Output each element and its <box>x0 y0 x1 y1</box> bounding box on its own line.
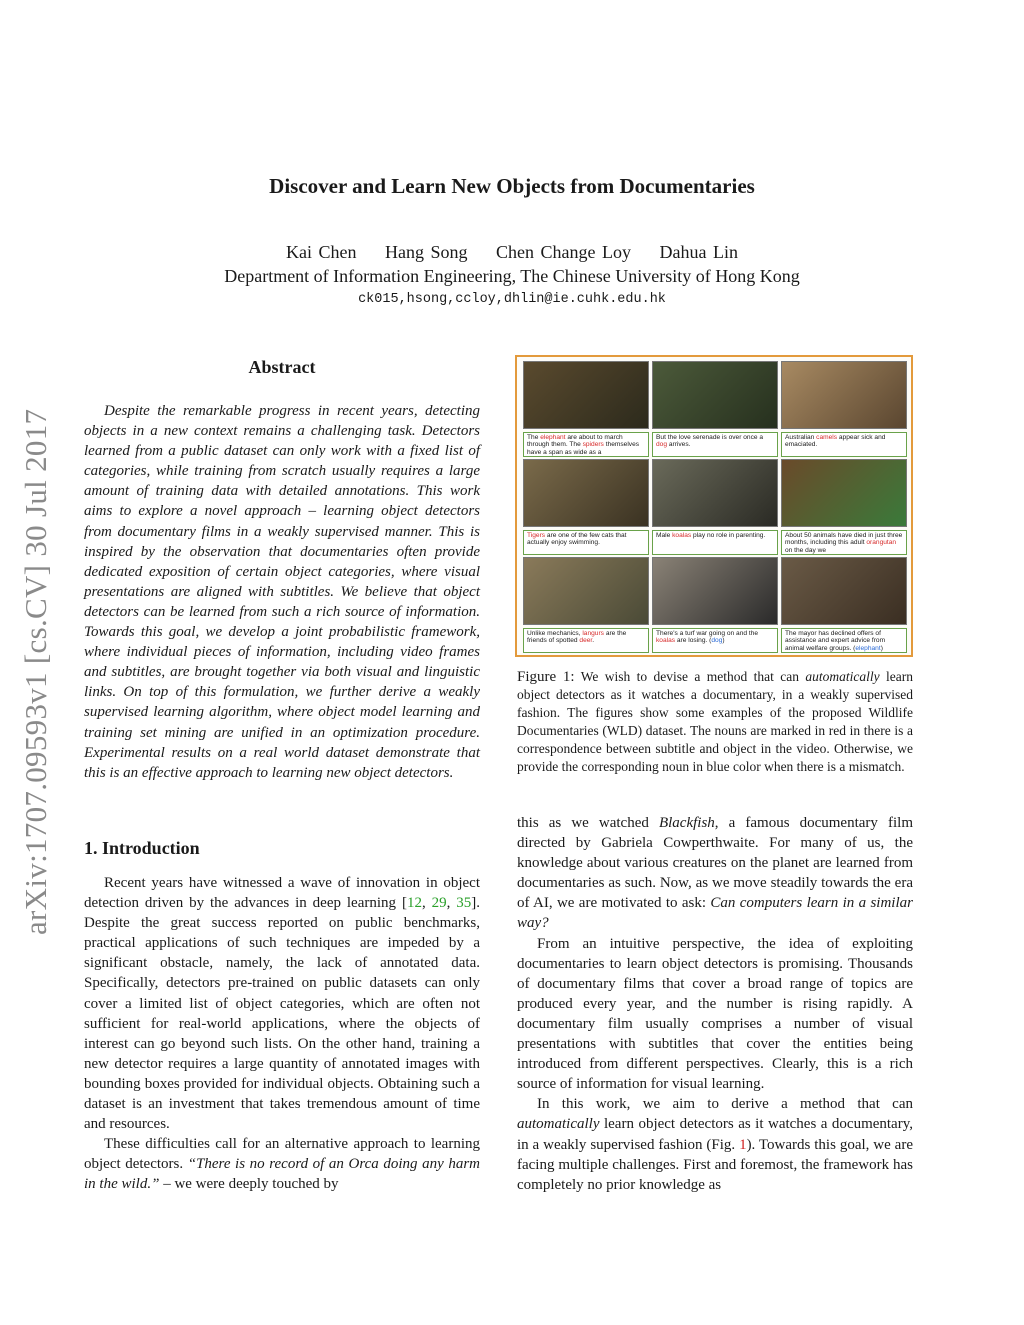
subtitle-text: are one of the few cats that actually enjoy swimming. <box>527 532 627 547</box>
text-run: Recent years have witnessed a wave of innovation in object detection driven by the advances in deep learning [ <box>84 875 480 912</box>
author-emails: ck015,hsong,ccloy,dhlin@ie.cuhk.edu.hk <box>358 292 666 307</box>
subtitle-caption <box>523 628 649 653</box>
figure-panel <box>523 459 649 553</box>
subtitle-noun: koalas <box>672 532 692 539</box>
subtitle-caption <box>523 432 649 457</box>
text-run: learn object detectors as it watches a documentary, in a weakly supervised fashion (Fig. <box>517 1116 913 1153</box>
figure-panel <box>523 557 649 651</box>
research-question: Can computers learn in a similar way? <box>517 895 913 932</box>
subtitle-text: Australian <box>785 434 817 441</box>
subtitle-text: play no role in parenting. <box>691 532 766 539</box>
video-frame-image <box>523 361 649 429</box>
film-title: Blackfish <box>658 815 715 831</box>
subtitle-text: The <box>527 434 541 441</box>
intro-paragraph-5 <box>517 1094 913 1194</box>
subtitle-noun: camels <box>816 434 838 441</box>
author-name: Dahua Lin <box>659 242 738 262</box>
video-frame-image <box>652 557 778 625</box>
citation-link[interactable]: 29 <box>431 895 447 912</box>
text-run: ). Towards this goal, we are facing multiple challenges. First and foremost, the framework has completely no prior knowledge as <box>517 1136 913 1193</box>
figure-label: Figure 1: <box>517 669 575 685</box>
citation-link[interactable]: 35 <box>456 895 472 912</box>
video-frame-image <box>781 557 907 625</box>
figure-panel <box>781 361 907 455</box>
text-run: ]. Despite the great success reported on public benchmarks, practical applications of such techniques are impeded by a significant obstacle, namely, the lack of annotated data. Specifically, detectors pre-trained on public datasets can only cover a limited list of object categories, which are often not sufficient for real-world applications, where the objects of interest can go beyond such lists. On the other hand, training a new detector requires a large quantity of annotated images with bounding boxes provided for individual objects. Obtaining such a dataset is an investment that takes tremendous amount of time and resources. <box>84 895 481 1133</box>
abstract-text: Despite the remarkable progress in recent years, detecting objects in a new context remains a challenging task. Detectors learned from a public dataset can only work with a fixed list of categories, while training from scratch usually requires a large amount of training data with detailed annotations. This work aims to explore a novel approach – learning object detectors from documentary films in a weakly supervised manner. This is inspired by the observation that documentaries often provide dedicated exposition of certain object categories, where visual presentations are aligned with subtitles. We believe that object detectors can be learned from such a rich source of information. Towards this goal, we develop a joint probabilistic framework, where individual pieces of information, including video frames and subtitles, are brought together via both visual and linguistic links. On top of this formulation, we further derive a weakly supervised learning algorithm, where object model learning and training set mining are unified in an optimization procedure. Experimental results on a real world dataset demonstrate that this is an effective approach to learning new object detectors. <box>84 403 480 781</box>
text-run: , <box>421 895 432 912</box>
author-name: Kai Chen <box>286 242 357 262</box>
subtitle-caption <box>652 530 778 555</box>
figure-panel <box>781 459 907 553</box>
subtitle-text: ) <box>722 637 725 645</box>
text-run: In this work, we aim to derive a method that can <box>537 1096 913 1113</box>
subtitle-text: are losing. ( <box>675 637 712 645</box>
figure-panel <box>652 459 778 553</box>
author-name: Hang Song <box>385 242 468 262</box>
subtitle-noun: dog <box>656 441 668 449</box>
paper-title: Discover and Learn New Objects from Documentaries <box>269 174 755 198</box>
subtitle-noun: spiders <box>582 441 604 449</box>
subtitle-caption <box>781 530 907 555</box>
abstract-heading: Abstract <box>248 357 316 377</box>
author-list <box>0 242 1024 263</box>
intro-paragraph-4: From an intuitive perspective, the idea of exploiting documentaries to learn object detectors is promising. Thousands of documentary films that cover a broad range of topics are produced every year, and the number is rising rapidly. A documentary film usually comprises a number of visual presentations with subtitles that cover the entities being introduced from different perspectives. Clearly, this is a rich source of information for visual learning. <box>517 935 913 1093</box>
subtitle-noun: deer <box>579 637 593 645</box>
intro-paragraph-2 <box>84 1134 480 1194</box>
video-frame-image <box>781 459 907 527</box>
subtitle-text: Male <box>656 532 673 539</box>
orca-quote: “There is no record of an Orca doing any harm in the wild.” <box>84 1156 480 1193</box>
figure-1-grid <box>515 355 913 657</box>
author-name: Chen Change Loy <box>496 242 631 262</box>
subtitle-noun: koalas <box>656 637 676 645</box>
video-frame-image <box>781 361 907 429</box>
figure-panel <box>781 557 907 651</box>
arxiv-identifier: arXiv:1707.09593v1 [cs.CV] 30 Jul 2017 <box>18 408 53 935</box>
subtitle-text: ) <box>880 644 883 652</box>
subtitle-text: But the love serenade is over once a <box>656 434 764 441</box>
figure-panel <box>523 361 649 455</box>
figure-panel <box>652 361 778 455</box>
subtitle-text: are the friends of spotted <box>527 630 627 645</box>
subtitle-caption <box>523 530 649 555</box>
video-frame-image <box>652 361 778 429</box>
right-column-body <box>517 813 913 1195</box>
subtitle-text: About 50 animals have died in just three months, including this adult <box>785 532 903 547</box>
citation-link[interactable]: 12 <box>406 895 422 912</box>
subtitle-noun: elephant <box>855 644 881 652</box>
text-run: These difficulties call for an alternative approach to learning object detectors. <box>84 1136 480 1173</box>
figure-1-caption <box>517 668 913 777</box>
figure-reference-link[interactable]: 1 <box>739 1136 747 1153</box>
subtitle-text: Unlike mechanics, <box>527 630 583 637</box>
subtitle-text: appear sick and emaciated. <box>785 434 886 449</box>
subtitle-text: are about to march through them. The <box>527 434 623 449</box>
subtitle-text: The mayor has declined offers of assistance and expert advice from animal welfare groups. ( <box>785 630 886 652</box>
subtitle-caption <box>781 628 907 653</box>
subtitle-noun: dog <box>711 637 723 645</box>
subtitle-caption <box>781 432 907 457</box>
subtitle-caption <box>652 432 778 457</box>
subtitle-noun: orangutan <box>866 539 897 547</box>
subtitle-text: themselves have a span as wide as a <box>527 441 640 456</box>
left-column-body <box>84 873 480 1195</box>
intro-paragraph-1 <box>84 873 480 1134</box>
text-run: , a famous documentary film directed by Gabriela Cowperthwaite. For many of us, the knowledge about various creatures on the planet are learned from documentaries as such. Now, as we move steadily towards the era of AI, we are motivated to ask: <box>517 815 913 912</box>
text-run: – we were deeply touched by <box>159 1176 339 1193</box>
subtitle-text: on the day we <box>785 546 827 554</box>
subtitle-text: There's a turf war going on and the <box>656 630 759 637</box>
subtitle-noun: elephant <box>540 434 566 441</box>
subtitle-caption <box>652 628 778 653</box>
figure-panel <box>652 557 778 651</box>
video-frame-image <box>652 459 778 527</box>
text-run: We wish to devise a method that can <box>574 669 806 684</box>
intro-paragraph-3 <box>517 813 913 934</box>
affiliation: Department of Information Engineering, The Chinese University of Hong Kong <box>224 266 800 286</box>
section-heading-introduction: 1. Introduction <box>84 838 200 858</box>
text-run: automatically <box>517 1116 600 1133</box>
video-frame-image <box>523 557 649 625</box>
text-run: learn object detectors as it watches a documentary, in a weakly supervised fashion. The figures show some examples of the proposed Wildlife Documentaries (WLD) dataset. The nouns are marked in red in there is a correspondence between subtitle and object in the video. Otherwise, we provide the corresponding noun in blue color when there is a mismatch. <box>517 669 913 775</box>
text-run: this as we watched <box>517 815 659 831</box>
subtitle-noun: Tigers <box>527 532 546 539</box>
subtitle-text: arrives. <box>667 441 691 449</box>
video-frame-image <box>523 459 649 527</box>
text-run: , <box>446 895 457 912</box>
subtitle-text: . <box>592 637 595 645</box>
text-run: automatically <box>805 669 880 684</box>
subtitle-noun: langurs <box>582 630 604 637</box>
